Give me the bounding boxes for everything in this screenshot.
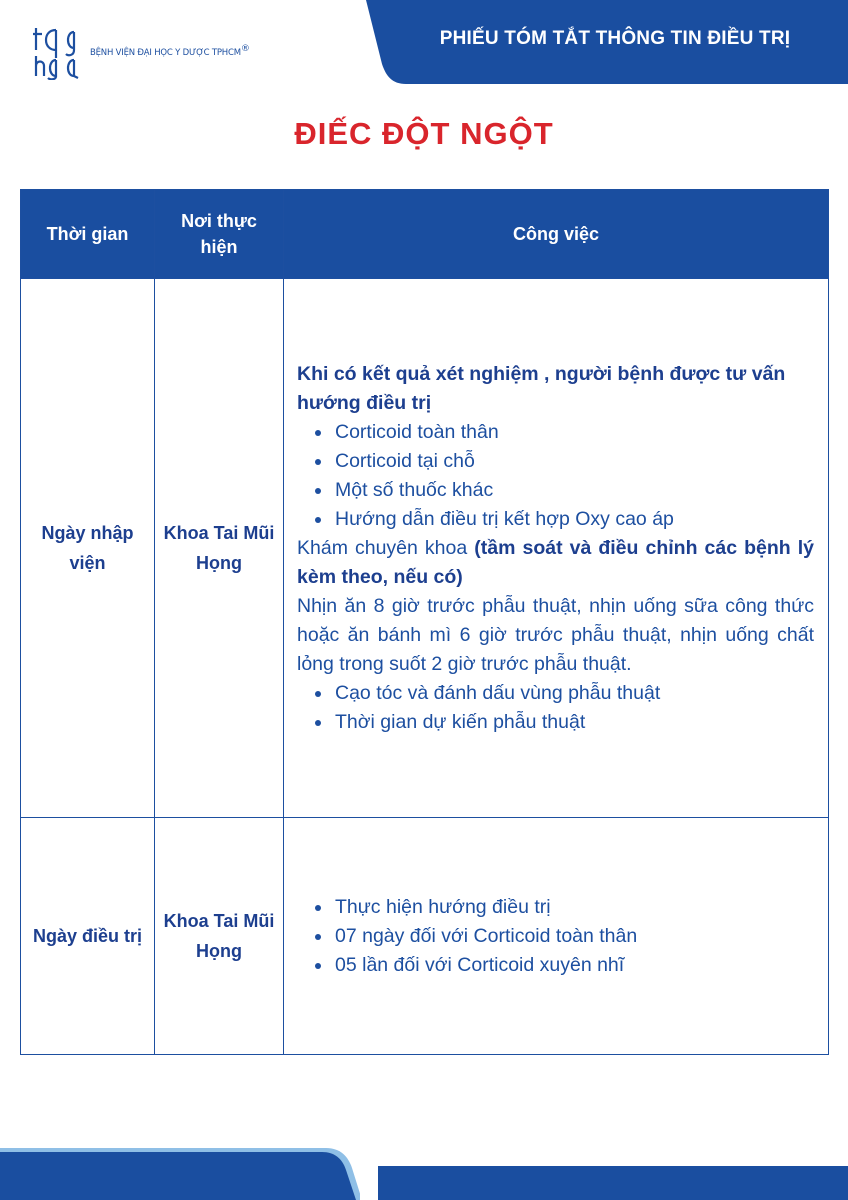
row-tasks-cell — [284, 818, 829, 1055]
list-item: • Thời gian dự kiến phẫu thuật — [333, 708, 814, 737]
fasting-paragraph: Nhịn ăn 8 giờ trước phẫu thuật, nhịn uống sữa công thức hoặc ăn bánh mì 6 giờ trước phẫu thuật, nhịn uống chất lỏng trong suốt 2 giờ trước phẫu thuật. — [297, 594, 814, 675]
treatment-options-list — [297, 418, 814, 534]
footer-wave-decoration — [0, 1148, 360, 1200]
list-item: • Corticoid toàn thân — [333, 418, 814, 447]
hospital-name: BỆNH VIỆN ĐẠI HỌC Y DƯỢC TPHCM® — [90, 44, 250, 58]
list-item: • Hướng dẫn điều trị kết hợp Oxy cao áp — [333, 505, 814, 534]
column-header-place: Nơi thực hiện — [155, 190, 284, 279]
document-title: ĐIẾC ĐỘT NGỘT — [294, 116, 554, 151]
tasks-lead: Khi có kết quả xét nghiệm , người bệnh được tư vấn hướng điều trị — [297, 362, 786, 414]
footer-bar — [378, 1166, 848, 1200]
banner-title: PHIẾU TÓM TẮT THÔNG TIN ĐIỀU TRỊ — [439, 28, 791, 49]
list-item: • 05 lần đối với Corticoid xuyên nhĩ — [333, 951, 814, 980]
row-time-cell: Ngày nhập viện — [21, 279, 155, 818]
header-banner — [366, 0, 848, 84]
list-item: • Thực hiện hướng điều trị — [333, 893, 814, 922]
list-item: • 07 ngày đối với Corticoid toàn thân — [333, 922, 814, 951]
list-item: • Cạo tóc và đánh dấu vùng phẫu thuật — [333, 679, 814, 708]
row-place-cell: Khoa Tai Mũi Họng — [155, 818, 284, 1055]
list-item: • Corticoid tại chỗ — [333, 447, 814, 476]
list-item: • Một số thuốc khác — [333, 476, 814, 505]
table-row — [21, 279, 829, 818]
row-time-cell: Ngày điều trị — [21, 818, 155, 1055]
row-tasks-cell — [284, 279, 829, 818]
column-header-time: Thời gian — [21, 190, 155, 279]
treatment-days-list — [297, 893, 814, 980]
column-header-tasks: Công việc — [284, 190, 829, 279]
exam-paragraph: Khám chuyên khoa (tầm soát và điều chỉnh các bệnh lý kèm theo, nếu có) — [297, 536, 814, 588]
hospital-logo — [32, 24, 250, 80]
row-place-cell: Khoa Tai Mũi Họng — [155, 279, 284, 818]
surgery-prep-list — [297, 679, 814, 737]
hospital-logo-icon — [32, 24, 86, 80]
table-header-row — [21, 190, 829, 279]
treatment-schedule-table — [20, 189, 829, 1055]
table-row — [21, 818, 829, 1055]
